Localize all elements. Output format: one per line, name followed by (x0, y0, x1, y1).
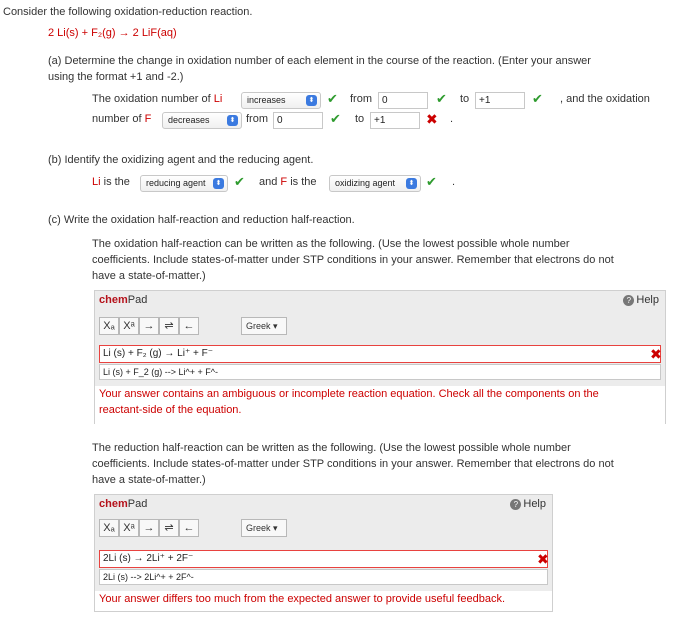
equilibrium-button[interactable]: ⇌ (159, 519, 179, 537)
ox-instructions-line2: coefficients. Include states-of-matter under STP conditions in your answer. Remember that electrons do not (92, 254, 614, 266)
part-a-prompt-line2: using the format +1 and -2.) (48, 71, 184, 83)
f-change-select[interactable]: decreases ⬍ (162, 112, 242, 129)
ox-instructions-line1: The oxidation half-reaction can be written as the following. (Use the lowest possible whole number (92, 238, 570, 250)
red-instructions-line3: have a state-of-matter.) (92, 474, 206, 486)
subscript-button[interactable]: Xₐ (99, 519, 119, 537)
f-to-input[interactable]: +1 (370, 112, 420, 129)
f-agent-select[interactable]: oxidizing agent ⬍ (329, 175, 421, 192)
check-icon: ✔ (327, 91, 338, 106)
chempad-title: chemPad (99, 498, 148, 510)
arrow-right-button[interactable]: → (139, 519, 159, 537)
help-icon: ? (510, 499, 521, 510)
f-agent-label: and F is the (259, 176, 317, 188)
greek-dropdown[interactable]: Greek ▾ (241, 317, 287, 335)
intro-text: Consider the following oxidation-reduction reaction. (3, 6, 253, 18)
raw-input[interactable]: 2Li (s) --> 2Li^+ + 2F^- (99, 569, 548, 585)
answer-input[interactable]: Li (s) + F₂ (g) → Li⁺ + F⁻ (99, 345, 661, 363)
select-arrow-icon: ⬍ (306, 95, 317, 106)
arrow-left-button[interactable]: ← (179, 317, 199, 335)
raw-input[interactable]: Li (s) + F_2 (g) --> Li^+ + F^- (99, 364, 661, 380)
chevron-down-icon: ▾ (273, 523, 278, 533)
help-button[interactable]: ? Help (623, 294, 659, 306)
arrow-left-button[interactable]: ← (179, 519, 199, 537)
arrow-right-button[interactable]: → (139, 317, 159, 335)
to-label: to (460, 93, 470, 105)
feedback-message: Your answer contains an ambiguous or incomplete reaction equation. Check all the components on the reactant-side of the equation. (95, 386, 665, 424)
help-icon: ? (623, 295, 634, 306)
cross-icon: ✖ (650, 346, 662, 362)
subscript-button[interactable]: Xₐ (99, 317, 119, 335)
check-icon: ✔ (436, 91, 447, 106)
li-element: Li (213, 93, 223, 105)
help-button[interactable]: ? Help (510, 498, 546, 510)
f-element: F (144, 113, 152, 125)
check-icon: ✔ (532, 91, 543, 106)
li-from-input[interactable]: 0 (378, 92, 428, 109)
f-element: F (280, 176, 288, 188)
li-to-input[interactable]: +1 (475, 92, 525, 109)
li-agent-select[interactable]: reducing agent ⬍ (140, 175, 228, 192)
li-oxidation-label: The oxidation number of Li (92, 93, 223, 105)
part-b-prompt: (b) Identify the oxidizing agent and the reducing agent. (48, 154, 314, 166)
chempad-title: chemPad (99, 294, 148, 306)
reaction-equation: 2 Li(s) + F₂(g) → 2 LiF(aq) (48, 27, 177, 39)
li-change-select[interactable]: increases ⬍ (241, 92, 321, 109)
superscript-button[interactable]: Xᵃ (119, 519, 139, 537)
f-from-input[interactable]: 0 (273, 112, 323, 129)
to-label: to (355, 113, 365, 125)
period: . (450, 113, 454, 125)
greek-dropdown[interactable]: Greek ▾ (241, 519, 287, 537)
cross-icon: ✖ (537, 551, 549, 567)
answer-input[interactable]: 2Li (s) → 2Li⁺ + 2F⁻ (99, 550, 548, 568)
chempad-reduction (94, 494, 553, 612)
red-instructions-line1: The reduction half-reaction can be written as the following. (Use the lowest possible whole number (92, 442, 571, 454)
superscript-button[interactable]: Xᵃ (119, 317, 139, 335)
li-element: Li (92, 176, 101, 188)
check-icon: ✔ (426, 174, 437, 189)
from-label: from (246, 113, 268, 125)
select-arrow-icon: ⬍ (227, 115, 238, 126)
equilibrium-button[interactable]: ⇌ (159, 317, 179, 335)
feedback-message: Your answer differs too much from the expected answer to provide useful feedback. (95, 591, 552, 611)
f-oxidation-label: number of F (92, 113, 152, 125)
period: . (452, 176, 456, 188)
check-icon: ✔ (330, 111, 341, 126)
and-oxidation-text: , and the oxidation (560, 93, 650, 105)
red-instructions-line2: coefficients. Include states-of-matter under STP conditions in your answer. Remember that electrons do not (92, 458, 614, 470)
check-icon: ✔ (234, 174, 245, 189)
ox-instructions-line3: have a state-of-matter.) (92, 270, 206, 282)
li-agent-label: Li is the (92, 176, 130, 188)
part-c-prompt: (c) Write the oxidation half-reaction and reduction half-reaction. (48, 214, 355, 226)
chempad-oxidation (94, 290, 666, 424)
chevron-down-icon: ▾ (273, 321, 278, 331)
from-label: from (350, 93, 372, 105)
cross-icon: ✖ (426, 111, 438, 127)
select-arrow-icon: ⬍ (406, 178, 417, 189)
select-arrow-icon: ⬍ (213, 178, 224, 189)
part-a-prompt-line1: (a) Determine the change in oxidation number of each element in the course of the reaction. (Enter your answer (48, 55, 591, 67)
